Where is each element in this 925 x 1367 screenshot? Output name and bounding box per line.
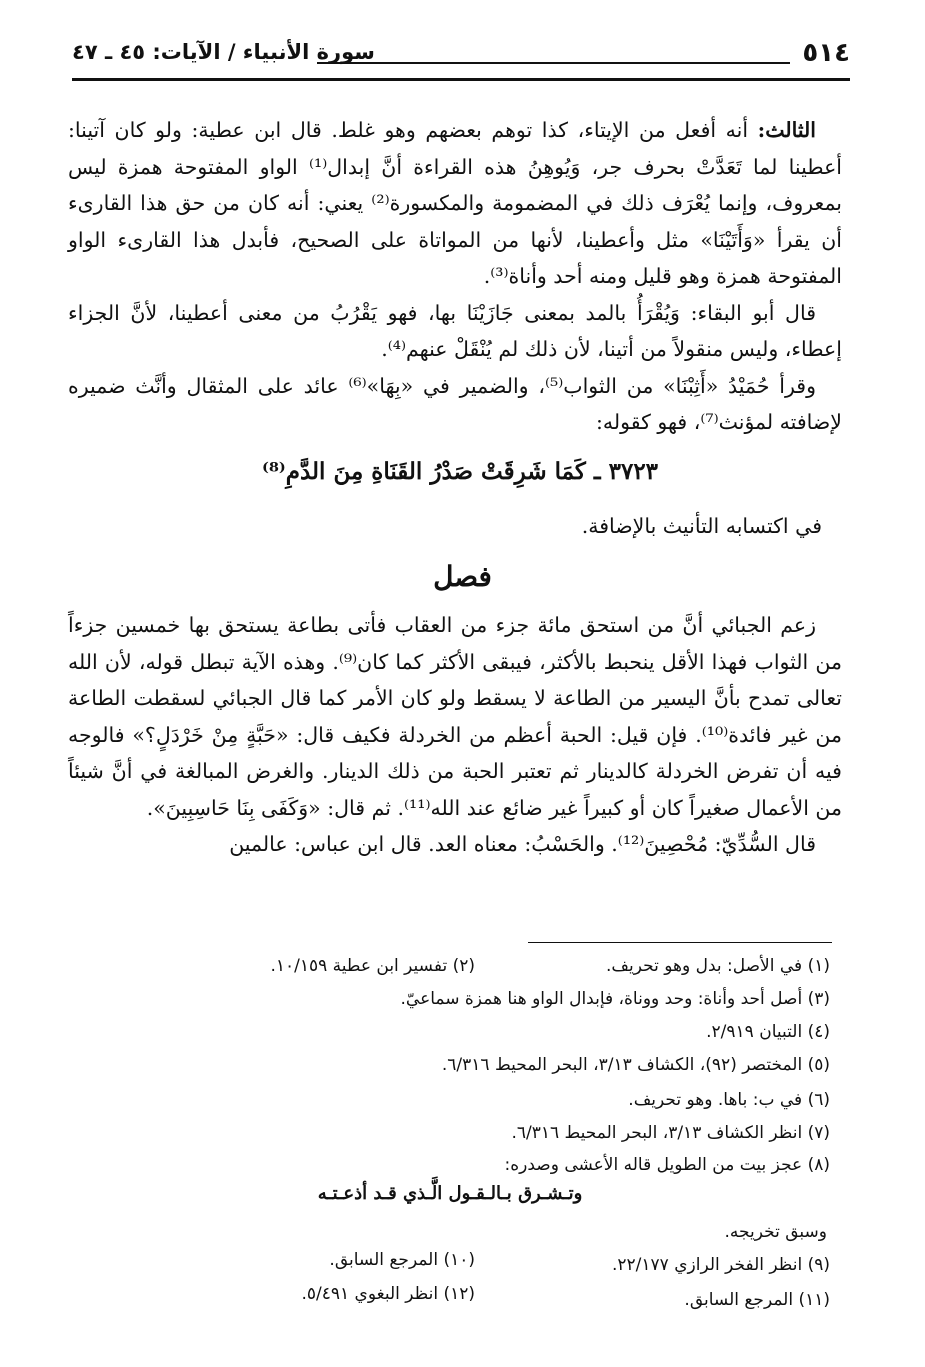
footnote-8: (٨) عجز بيت من الطويل قاله الأعشى وصدره: <box>504 1155 830 1175</box>
footnote-9: (٩) انظر الفخر الرازي ٢٢/١٧٧. <box>612 1255 830 1275</box>
section-heading: فصل <box>433 560 492 593</box>
paragraph-third <box>68 112 842 295</box>
footnote-5: (٥) المختصر (٩٢)، الكشاف ٣/١٣، البحر المحيط ٦/٣١٦. <box>441 1055 830 1075</box>
page-header <box>72 38 850 78</box>
paragraph-suddi: قال السُّدِّيّ: مُحْصِينَ⁽¹²⁾. والحَسْبُ: معناه العد. قال ابن عباس: عالمين <box>229 832 816 856</box>
footnote-7: (٧) انظر الكشاف ٣/١٣، البحر المحيط ٦/٣١٦. <box>511 1123 830 1143</box>
footnote-3: (٣) أصل أحد وأناة: وحد ووناة، فإبدال الواو هنا همزة سماعيّ. <box>400 989 830 1009</box>
footnote-6: (٦) في ب: باها. وهو تحريف. <box>628 1090 830 1110</box>
footnote-10: (١٠) المرجع السابق. <box>329 1250 475 1270</box>
paragraph-text: أنه أفعل من الإيتاء، كذا توهم بعضهم وهو غلط. قال ابن عطية: ولو كان آتينا: أعطينا لما تَعَدَّتْ بحرف جر، وَيُوهِنُ هذه القراءة أنَّ إبدال⁽¹⁾ الواو المفتوحة همزة ليس بمعروف، وإنما يُعْرَف ذلك في المضمومة والمكسورة⁽²⁾ يعني: أنه كان من حق هذا القارىء أن يقرأ «وَأَتَيْنَا» مثل وأعطينا، لأنها من المواتاة على الصحيح، فأبدل هذا القارىء الواو المفتوحة همزة وهو قليل ومنه أحد وأناة⁽³⁾. <box>68 118 843 288</box>
footnote-2: (٢) تفسير ابن عطية ١٠/١٥٩. <box>270 956 475 976</box>
footnote-8-tail: وسبق تخريجه. <box>724 1222 827 1242</box>
main-text-block <box>68 112 842 441</box>
page-number: ٥١٤ <box>802 38 850 68</box>
paragraph-abu-baqa: قال أبو البقاء: وَيُقْرَأُ بالمد بمعنى جَازَيْنَا بها، فهو يَقْرُبُ من معنى أعطينا، لأنَّ الجزاء إعطاء، وليس منقولاً من أتينا، لأن ذلك لم يُنْقَلْ عنهم⁽⁴⁾. <box>68 300 842 361</box>
footnote-11: (١١) المرجع السابق. <box>684 1290 830 1310</box>
footnote-8-verse: وتـشـرق بـالـقـول الَّـذي قـد أذعـتـه <box>317 1183 583 1204</box>
section-text-block <box>68 607 842 863</box>
poetry-verse: ٣٧٢٣ ـ كَمَا شَرِقَتْ صَدْرُ القَنَاةِ مِنَ الدَّمِ⁽⁸⁾ <box>261 458 659 485</box>
running-title: سورة الأنبياء / الآيات: ٤٥ ـ ٤٧ <box>72 40 375 64</box>
footnote-separator <box>528 942 832 943</box>
header-rule <box>317 62 790 64</box>
paragraph-label: الثالث: <box>757 118 816 142</box>
footnote-12: (١٢) انظر البغوي ٥/٤٩١. <box>301 1284 475 1304</box>
paragraph-jubbai: زعم الجبائي أنَّ من استحق مائة جزء من العقاب فأتى بطاعة يستحق بها خمسين جزءاً من الثواب فهذا الأقل ينحبط بالأكثر، فيبقى الأكثر كما كان⁽⁹⁾. وهذه الآية تبطل قوله، لأن الله تعالى تمدح بأنَّ اليسير من الطاعة لا يسقط ولو كان الأمر كما قال الجبائي لسقطت الطاعة من غير فائدة⁽¹⁰⁾. فإن قيل: الحبة أعظم من الخردلة فكيف قال: «حَبَّةٍ مِنْ خَرْدَلٍ؟» فالوجه فيه أن تفرض الخردلة كالدينار ثم تعتبر الحبة من ذلك الدينار. والغرض المبالغة في أنَّ شيئاً من الأعمال صغيراً كان أو كبيراً غير ضائع عند الله⁽¹¹⁾. ثم قال: «وَكَفَى بِنَا حَاسِبِينَ». <box>68 613 843 820</box>
footnote-1: (١) في الأصل: بدل وهو تحريف. <box>606 956 830 976</box>
paragraph-humaid: وقرأ حُمَيْدُ «أَثِبْنَا» من الثواب⁽⁵⁾، والضمير في «بِهَا»⁽⁶⁾ عائد على المثقال وأنَّث ضميره لإضافته لمؤنث⁽⁷⁾، فهو كقوله: <box>68 373 842 434</box>
verse-commentary: في اكتسابه التأنيث بالإضافة. <box>581 514 822 538</box>
header-underline <box>72 78 850 81</box>
footnote-4: (٤) التبيان ٢/٩١٩. <box>706 1022 830 1042</box>
